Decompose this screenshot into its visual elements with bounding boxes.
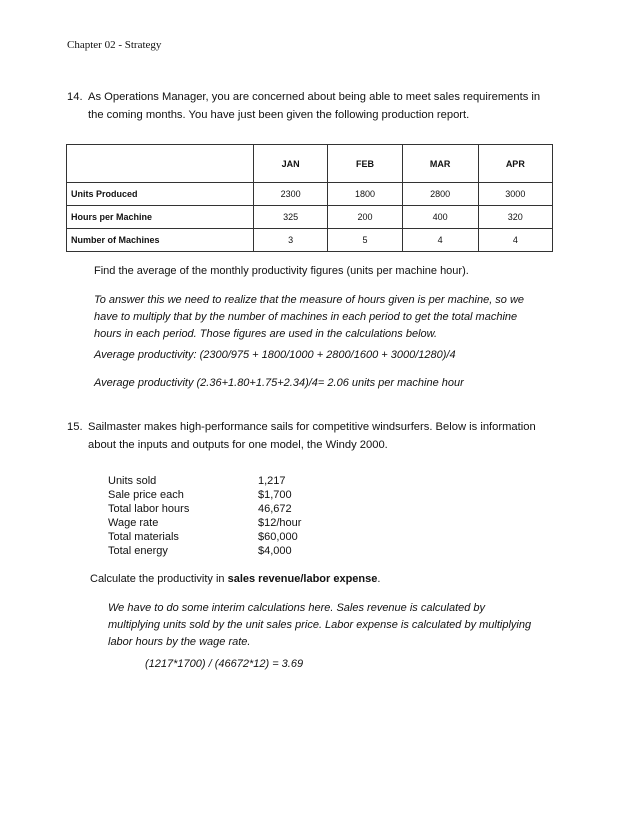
question-14 (67, 88, 547, 124)
item-value: $4,000 (258, 545, 292, 557)
q14-prompt: Find the average of the monthly productivity figures (units per machine hour). (94, 265, 469, 277)
table-row (67, 229, 553, 252)
header-cell-apr: APR (478, 145, 552, 183)
row-label: Hours per Machine (67, 206, 254, 229)
q15-prompt-emphasis: sales revenue/labor expense (227, 573, 378, 585)
question-text: Sailmaster makes high-performance sails for competitive windsurfers. Below is information about the inputs and outputs for one model, the Windy 2000. (88, 421, 536, 451)
list-item (108, 488, 301, 502)
table-cell: 5 (328, 229, 402, 252)
table-cell: 4 (478, 229, 552, 252)
item-label: Wage rate (108, 517, 159, 529)
list-item (108, 544, 301, 558)
header-cell-feb: FEB (328, 145, 402, 183)
q15-calculation: (1217*1700) / (46672*12) = 3.69 (145, 658, 304, 670)
item-value: 1,217 (258, 475, 286, 487)
header-cell-mar: MAR (402, 145, 478, 183)
item-label: Total labor hours (108, 503, 190, 515)
table-cell: 2300 (254, 183, 328, 206)
table-header-row (67, 145, 553, 183)
table-cell: 1800 (328, 183, 402, 206)
page-header: Chapter 02 - Strategy (67, 39, 162, 51)
table-cell: 4 (402, 229, 478, 252)
table-cell: 400 (402, 206, 478, 229)
table-row (67, 183, 553, 206)
question-number: 14. (67, 91, 83, 103)
row-label: Units Produced (67, 183, 254, 206)
item-value: 46,672 (258, 503, 292, 515)
header-cell-jan: JAN (254, 145, 328, 183)
q15-prompt-text: Calculate the productivity in (90, 573, 228, 585)
item-label: Total energy (108, 545, 168, 557)
table-row (67, 206, 553, 229)
q15-prompt-end: . (377, 573, 381, 585)
table-cell: 325 (254, 206, 328, 229)
q14-calculation-2: Average productivity (2.36+1.80+1.75+2.34)/4= 2.06 units per machine hour (94, 377, 464, 389)
item-value: $60,000 (258, 531, 298, 543)
question-number: 15. (67, 421, 83, 433)
item-value: $12/hour (258, 517, 302, 529)
q15-prompt (90, 571, 550, 588)
item-label: Total materials (108, 531, 179, 543)
list-item (108, 502, 301, 516)
list-item (108, 474, 301, 488)
q14-answer: To answer this we need to realize that the measure of hours given is per machine, so we have to multiply that by the number of machines in each period to get the total machine hours in each period. Those figures are used in the calculations below. (94, 294, 525, 340)
header-cell-blank (67, 145, 254, 183)
table-cell: 3000 (478, 183, 552, 206)
q14-calculation-1: Average productivity: (2300/975 + 1800/1000 + 2800/1600 + 3000/1280)/4 (94, 349, 456, 361)
list-item (108, 530, 301, 544)
item-label: Sale price each (108, 489, 184, 501)
question-text: As Operations Manager, you are concerned about being able to meet sales requirements in the coming months. You have just been given the following production report. (88, 91, 541, 121)
table-cell: 2800 (402, 183, 478, 206)
item-label: Units sold (108, 475, 157, 487)
q15-answer: We have to do some interim calculations here. Sales revenue is calculated by multiplying units sold by the unit sales price. Labor expense is calculated by multiplying labor hours by the wage rate. (108, 602, 532, 648)
row-label: Number of Machines (67, 229, 254, 252)
table-cell: 200 (328, 206, 402, 229)
list-item (108, 516, 301, 530)
production-report-table (66, 144, 553, 252)
inputs-outputs-list (108, 474, 301, 558)
table-cell: 3 (254, 229, 328, 252)
item-value: $1,700 (258, 489, 292, 501)
question-15 (67, 418, 547, 454)
table-cell: 320 (478, 206, 552, 229)
